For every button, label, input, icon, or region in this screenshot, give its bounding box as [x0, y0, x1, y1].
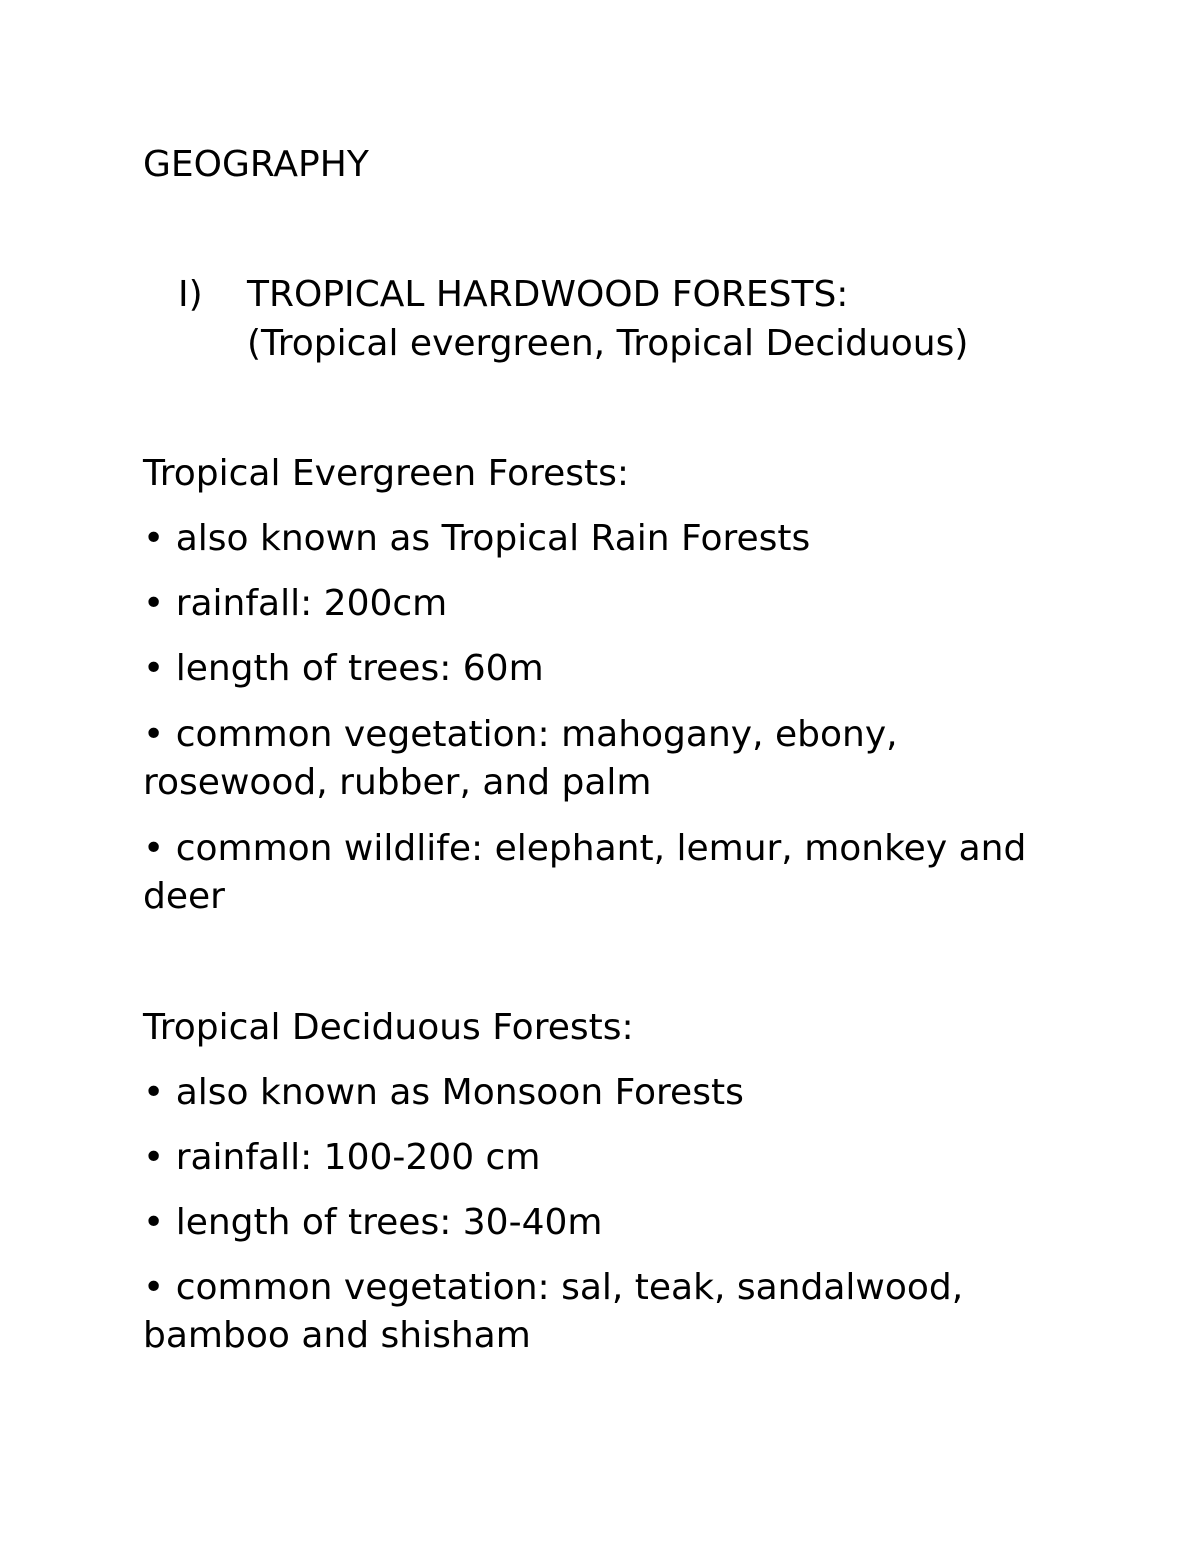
bullet-glyph: • [143, 714, 165, 755]
bullet-glyph: • [143, 1072, 165, 1113]
bullet-item [143, 515, 1063, 563]
bullet-text: common wildlife: elephant, lemur, monkey and deer [143, 828, 1027, 917]
bullet-item [143, 825, 1063, 921]
bullet-item [143, 1134, 1063, 1182]
bullet-glyph: • [143, 1137, 165, 1178]
outline-numeral: I) [178, 274, 203, 315]
bullet-item [143, 580, 1063, 628]
bullet-item [143, 711, 1063, 807]
outline-heading: TROPICAL HARDWOOD FORESTS: [247, 274, 849, 315]
bullet-item [143, 1264, 1063, 1360]
bullet-glyph: • [143, 1267, 165, 1308]
bullet-text: length of trees: 60m [175, 648, 544, 689]
bullet-text: common vegetation: mahogany, ebony, rosewood, rubber, and palm [143, 714, 898, 803]
bullet-glyph: • [143, 648, 165, 689]
bullet-text: common vegetation: sal, teak, sandalwood, bamboo and shisham [143, 1267, 964, 1356]
bullet-glyph: • [143, 1202, 165, 1243]
section-heading-evergreen: Tropical Evergreen Forests: [143, 453, 630, 494]
bullet-item [143, 645, 1063, 693]
section-heading-deciduous: Tropical Deciduous Forests: [143, 1007, 634, 1048]
bullet-text: also known as Monsoon Forests [175, 1072, 744, 1113]
bullet-text: rainfall: 100-200 cm [175, 1137, 541, 1178]
bullet-text: also known as Tropical Rain Forests [175, 518, 811, 559]
bullet-item [143, 1199, 1063, 1247]
bullet-text: rainfall: 200cm [175, 583, 448, 624]
bullet-glyph: • [143, 828, 165, 869]
document-title: GEOGRAPHY [143, 144, 369, 185]
bullet-glyph: • [143, 518, 165, 559]
bullet-glyph: • [143, 583, 165, 624]
bullet-text: length of trees: 30-40m [175, 1202, 603, 1243]
outline-subheading: (Tropical evergreen, Tropical Deciduous) [247, 323, 969, 364]
bullet-item [143, 1069, 1063, 1117]
